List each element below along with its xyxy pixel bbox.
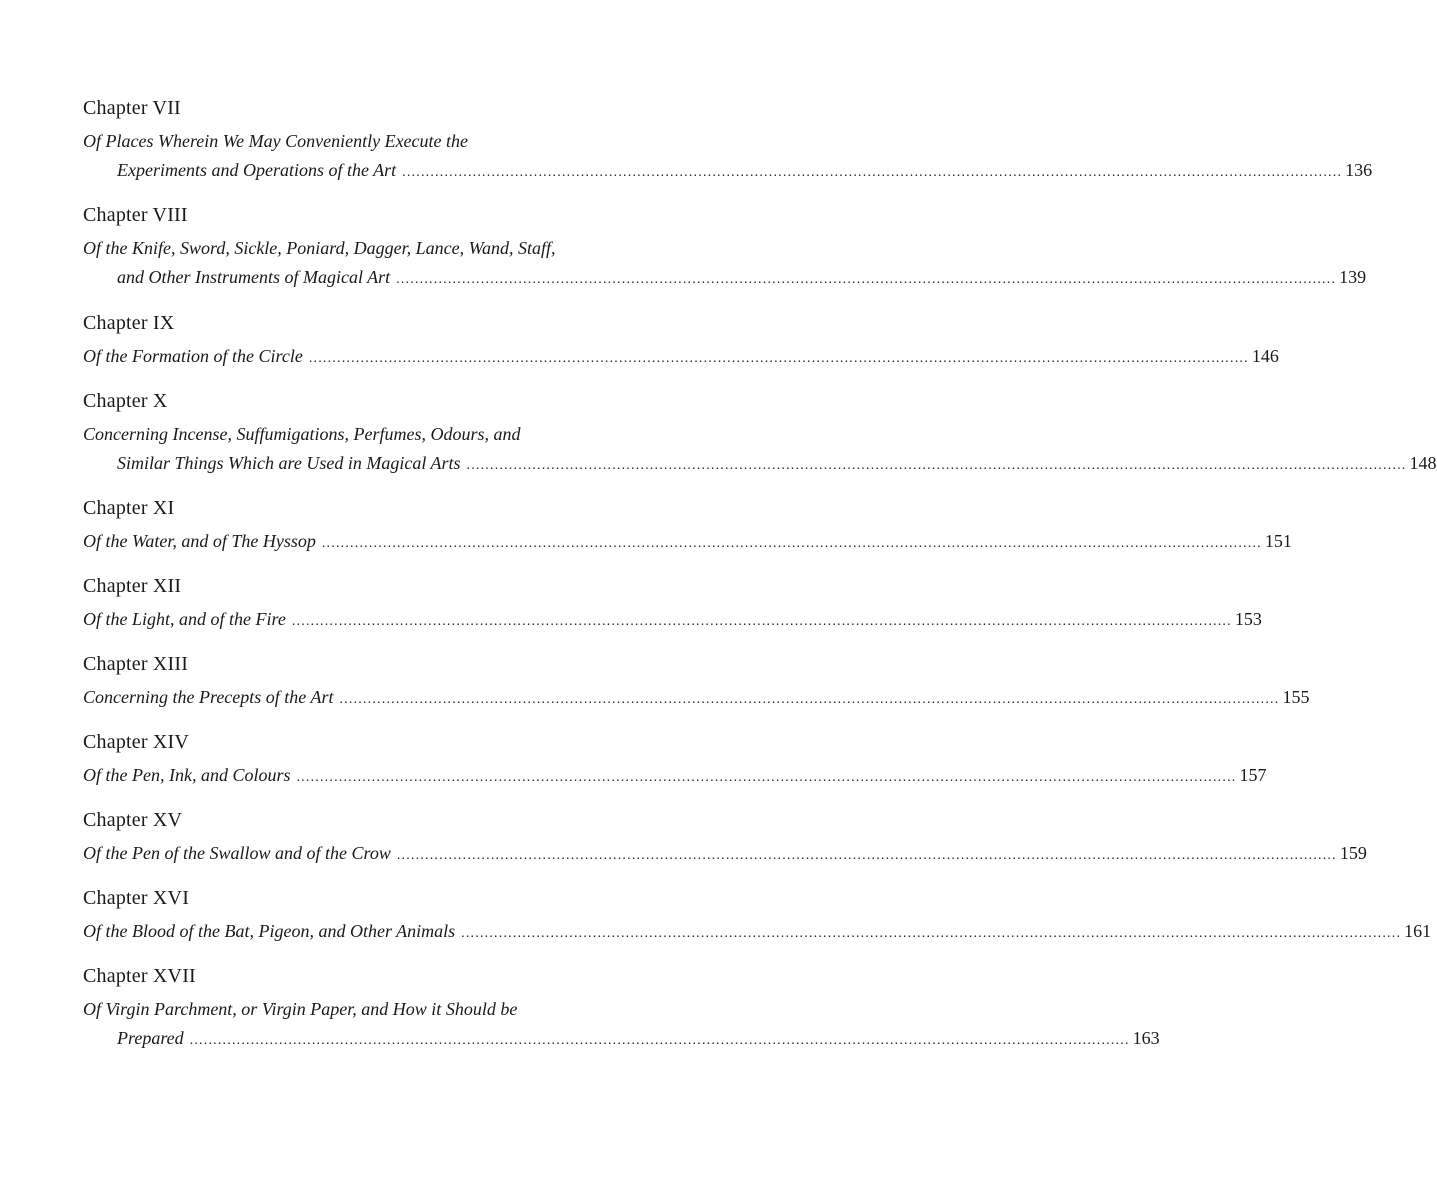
toc-entry-chapter-xi bbox=[83, 494, 1292, 558]
dot-leader bbox=[339, 685, 1279, 714]
chapter-title bbox=[83, 234, 1367, 294]
chapter-title bbox=[83, 995, 1160, 1055]
chapter-label: Chapter XV bbox=[83, 809, 183, 831]
chapter-title-line: Of the Blood of the Bat, Pigeon, and Other Animals bbox=[83, 921, 456, 941]
chapter-title bbox=[83, 761, 1267, 792]
toc-entry-chapter-xiii bbox=[83, 650, 1310, 714]
toc-entry-chapter-xvii bbox=[83, 962, 1160, 1055]
page-number: 148 bbox=[1409, 453, 1437, 473]
chapter-label: Chapter XIV bbox=[83, 731, 190, 753]
toc-entry-chapter-ix bbox=[83, 309, 1279, 373]
page-number: 136 bbox=[1345, 160, 1373, 180]
chapter-title-line: Of the Pen of the Swallow and of the Crow bbox=[83, 843, 391, 863]
toc-entry-chapter-xii bbox=[83, 572, 1262, 636]
page-number: 139 bbox=[1339, 267, 1367, 287]
chapter-title-line: Concerning the Precepts of the Art bbox=[83, 687, 334, 707]
page-number: 157 bbox=[1239, 765, 1267, 785]
toc-entry-chapter-xiv bbox=[83, 728, 1267, 792]
toc-entry-chapter-xv bbox=[83, 806, 1367, 870]
chapter-title-line: Of the Knife, Sword, Sickle, Poniard, Dagger, Lance, Wand, Staff, bbox=[83, 238, 556, 258]
page-number: 151 bbox=[1264, 531, 1292, 551]
toc-entry-chapter-viii bbox=[83, 201, 1367, 294]
chapter-title-line: Of the Formation of the Circle bbox=[83, 346, 303, 366]
dot-leader bbox=[296, 763, 1236, 792]
page-number: 163 bbox=[1132, 1028, 1160, 1048]
chapter-label: Chapter XVII bbox=[83, 965, 196, 987]
chapter-title bbox=[83, 342, 1279, 373]
chapter-title-line: Prepared bbox=[117, 1028, 184, 1048]
chapter-title bbox=[83, 839, 1367, 870]
chapter-title bbox=[83, 605, 1262, 636]
chapter-label: Chapter IX bbox=[83, 312, 175, 334]
chapter-label: Chapter XVI bbox=[83, 887, 190, 909]
chapter-title-line: Of the Water, and of The Hyssop bbox=[83, 531, 316, 551]
chapter-title-line: Of the Light, and of the Fire bbox=[83, 609, 286, 629]
chapter-label: Chapter VII bbox=[83, 97, 181, 119]
chapter-title bbox=[83, 527, 1292, 558]
dot-leader bbox=[461, 919, 1401, 948]
chapter-label: Chapter VIII bbox=[83, 204, 188, 226]
chapter-title-line: and Other Instruments of Magical Art bbox=[117, 267, 391, 287]
toc-entry-chapter-x bbox=[83, 387, 1437, 480]
dot-leader bbox=[397, 841, 1337, 870]
page-number: 161 bbox=[1404, 921, 1432, 941]
chapter-title-line: Of the Pen, Ink, and Colours bbox=[83, 765, 291, 785]
chapter-title bbox=[83, 420, 1437, 480]
dot-leader bbox=[467, 451, 1407, 480]
page-number: 153 bbox=[1234, 609, 1262, 629]
chapter-title-line: Concerning Incense, Suffumigations, Perfumes, Odours, and bbox=[83, 424, 521, 444]
chapter-label: Chapter X bbox=[83, 390, 168, 412]
dot-leader bbox=[309, 344, 1249, 373]
chapter-title bbox=[83, 917, 1432, 948]
chapter-title-line: Similar Things Which are Used in Magical Arts bbox=[117, 453, 461, 473]
page-number: 155 bbox=[1282, 687, 1310, 707]
toc-entry-chapter-vii bbox=[83, 94, 1372, 187]
dot-leader bbox=[402, 158, 1342, 187]
dot-leader bbox=[292, 607, 1232, 636]
chapter-title-line: Of Places Wherein We May Conveniently Execute the bbox=[83, 131, 469, 151]
chapter-label: Chapter XI bbox=[83, 497, 175, 519]
toc-entry-chapter-xvi bbox=[83, 884, 1432, 948]
page-number: 159 bbox=[1339, 843, 1367, 863]
dot-leader bbox=[322, 529, 1262, 558]
dot-leader bbox=[396, 265, 1336, 294]
chapter-label: Chapter XIII bbox=[83, 653, 189, 675]
chapter-title-line: Of Virgin Parchment, or Virgin Paper, and How it Should be bbox=[83, 999, 518, 1019]
chapter-title bbox=[83, 127, 1372, 187]
dot-leader bbox=[190, 1026, 1130, 1055]
chapter-label: Chapter XII bbox=[83, 575, 182, 597]
page-number: 146 bbox=[1251, 346, 1279, 366]
chapter-title-line: Experiments and Operations of the Art bbox=[117, 160, 397, 180]
chapter-title bbox=[83, 683, 1310, 714]
